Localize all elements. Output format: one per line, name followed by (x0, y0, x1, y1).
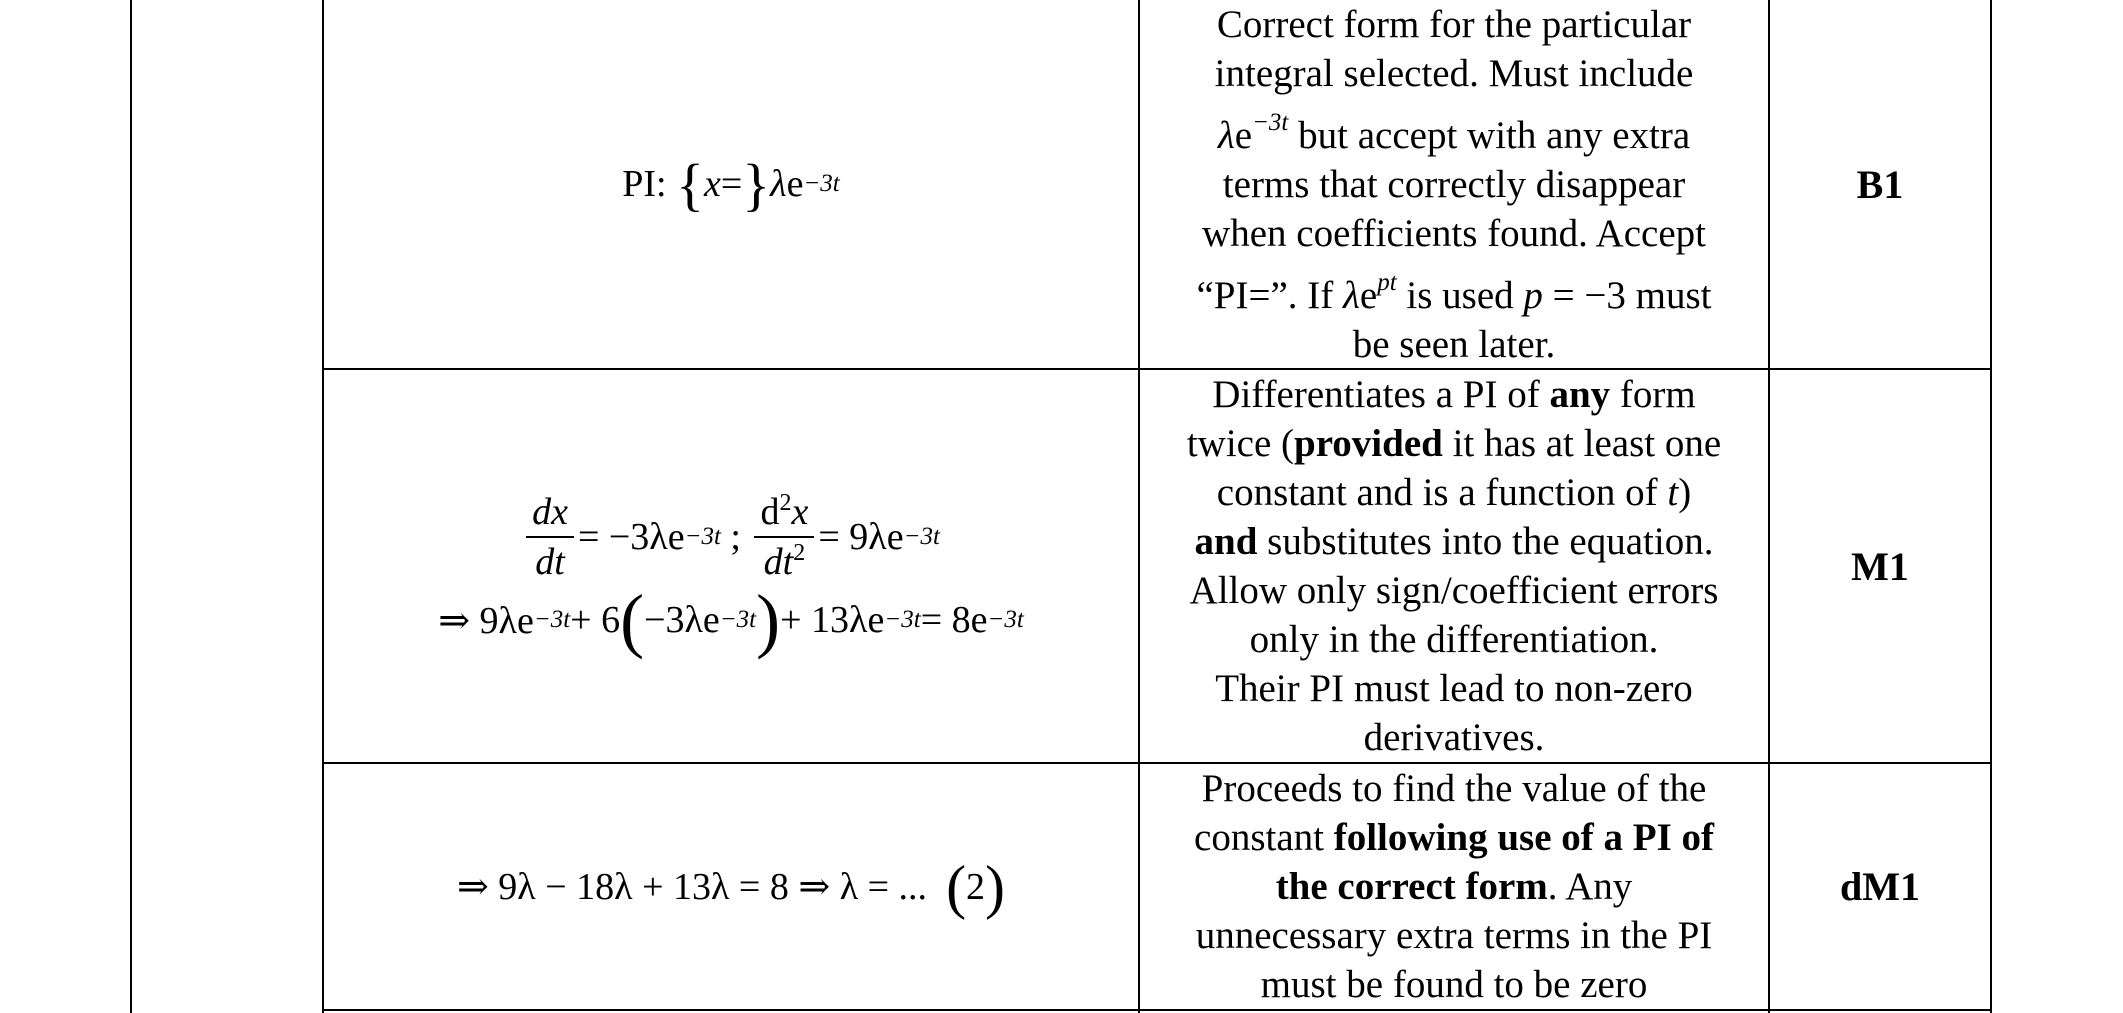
table-border-left (130, 0, 132, 1013)
pi-label: PI: (622, 163, 667, 205)
right-paren: ) (985, 853, 1006, 920)
exp-base: e (786, 163, 804, 205)
exponent: −3t (803, 170, 840, 197)
exponent: −3t (903, 522, 940, 550)
lambda: λ (770, 163, 787, 205)
guidance-bold: the correct form (1275, 865, 1548, 908)
lambda: λ (1217, 113, 1235, 157)
frac-denominator (758, 538, 812, 584)
guidance-line: integral selected. Must include (1214, 51, 1694, 95)
guidance-line: Proceeds to find the value of the (1201, 767, 1707, 810)
row2-mark (1770, 370, 1990, 762)
exponent: −3t (719, 606, 757, 633)
guidance-bold: and (1194, 520, 1258, 563)
left-brace: { (676, 151, 704, 217)
guidance-text: = −3 must (1542, 273, 1712, 317)
row1-mark (1770, 0, 1990, 368)
guidance-text: substitutes into the equation. (1257, 520, 1714, 563)
guidance-line (1194, 813, 1714, 862)
guidance-line (1195, 517, 1714, 566)
guidance-bold: following use of a PI of (1333, 816, 1714, 859)
guidance-line: only in the differentiation. (1249, 618, 1659, 661)
guidance-text: Differentiates a PI of (1212, 373, 1550, 416)
var-x: x (703, 163, 721, 205)
guidance-bold: any (1549, 373, 1611, 416)
row3-mark (1770, 764, 1990, 1009)
guidance-line: derivatives. (1363, 716, 1545, 759)
guidance-line (1187, 419, 1721, 468)
guidance-line: when coefficients found. Accept (1202, 211, 1706, 255)
derivatives-line (522, 490, 940, 584)
guidance-text: but accept with any extra (1288, 113, 1691, 157)
guidance-text: “PI=”. If (1196, 273, 1343, 317)
guidance-line: Correct form for the particular (1216, 2, 1692, 46)
mark-label: M1 (1851, 543, 1909, 589)
term: ⇒ 9λe (438, 599, 534, 642)
guidance-line: Their PI must lead to non-zero (1215, 667, 1693, 710)
row2-guidance (1140, 370, 1768, 762)
guidance-text: constant (1194, 816, 1334, 859)
d-symbol: d (760, 490, 780, 533)
var-t: t (1667, 471, 1679, 514)
first-derivative-rhs: = −3λe (577, 515, 685, 558)
guidance-text: form (1610, 373, 1696, 416)
solve-equation: ⇒ 9λ − 18λ + 13λ = 8 ⇒ λ = ... (456, 866, 928, 908)
right-paren: ) (756, 580, 781, 660)
guidance-line (1217, 468, 1691, 517)
power: 2 (793, 539, 806, 566)
power: 2 (779, 489, 792, 516)
equation-number: 2 (966, 865, 986, 908)
frac-numerator (754, 490, 814, 538)
guidance-text: twice ( (1186, 422, 1295, 465)
second-derivative (754, 490, 814, 584)
guidance-line: be seen later. (1352, 322, 1556, 366)
row1-guidance (1140, 0, 1768, 368)
table-border-col4 (1990, 0, 1992, 1013)
guidance-line (1212, 370, 1695, 419)
exponent: pt (1377, 268, 1397, 296)
guidance-line: terms that correctly disappear (1222, 162, 1686, 206)
exponent: −3t (987, 606, 1024, 633)
exponent: −3t (684, 522, 721, 550)
left-paren: ( (946, 853, 967, 920)
frac-numerator: dx (526, 490, 574, 538)
guidance-line: unnecessary extra terms in the PI (1195, 914, 1713, 957)
guidance-text: ) (1678, 471, 1692, 514)
row1-working (324, 0, 1138, 368)
guidance-line (1276, 862, 1633, 911)
guidance-line: must be found to be zero (1260, 963, 1648, 1006)
exponent: −3t (884, 606, 921, 633)
left-paren: ( (620, 580, 645, 660)
frac-denominator: dt (535, 540, 565, 583)
exponent: −3t (1252, 108, 1289, 136)
guidance-text: it has at least one (1442, 422, 1722, 465)
guidance-text: constant and is a function of (1216, 471, 1668, 514)
exp-base: e (1359, 273, 1378, 317)
first-derivative (526, 490, 574, 584)
mark-label: dM1 (1840, 864, 1920, 909)
term: −3λe (644, 599, 720, 641)
guidance-text: . Any (1547, 865, 1633, 908)
separator: ; (730, 515, 741, 558)
substitution-line (438, 580, 1024, 660)
guidance-text: is used (1396, 273, 1524, 317)
row2-working (324, 370, 1138, 762)
second-derivative-rhs: = 9λe (818, 515, 904, 558)
mark-label: B1 (1856, 161, 1904, 207)
guidance-bold: provided (1294, 422, 1443, 465)
exp-base: e (1234, 113, 1253, 157)
term: = 8e (920, 599, 988, 641)
guidance-line: Allow only sign/coefficient errors (1189, 569, 1719, 612)
dt: dt (763, 540, 794, 583)
guidance-line (1218, 98, 1690, 160)
var-x: x (791, 490, 809, 533)
right-brace: } (742, 151, 771, 217)
term: + 13λe (780, 599, 885, 641)
exponent: −3t (533, 606, 571, 633)
guidance-line (1196, 258, 1711, 320)
term: + 6 (570, 599, 621, 641)
row3-guidance (1140, 764, 1768, 1009)
equals: = (720, 163, 743, 205)
row3-working (324, 764, 1138, 1009)
row-divider-3 (322, 1009, 1992, 1011)
lambda: λ (1343, 273, 1360, 317)
var-p: p (1523, 273, 1543, 317)
